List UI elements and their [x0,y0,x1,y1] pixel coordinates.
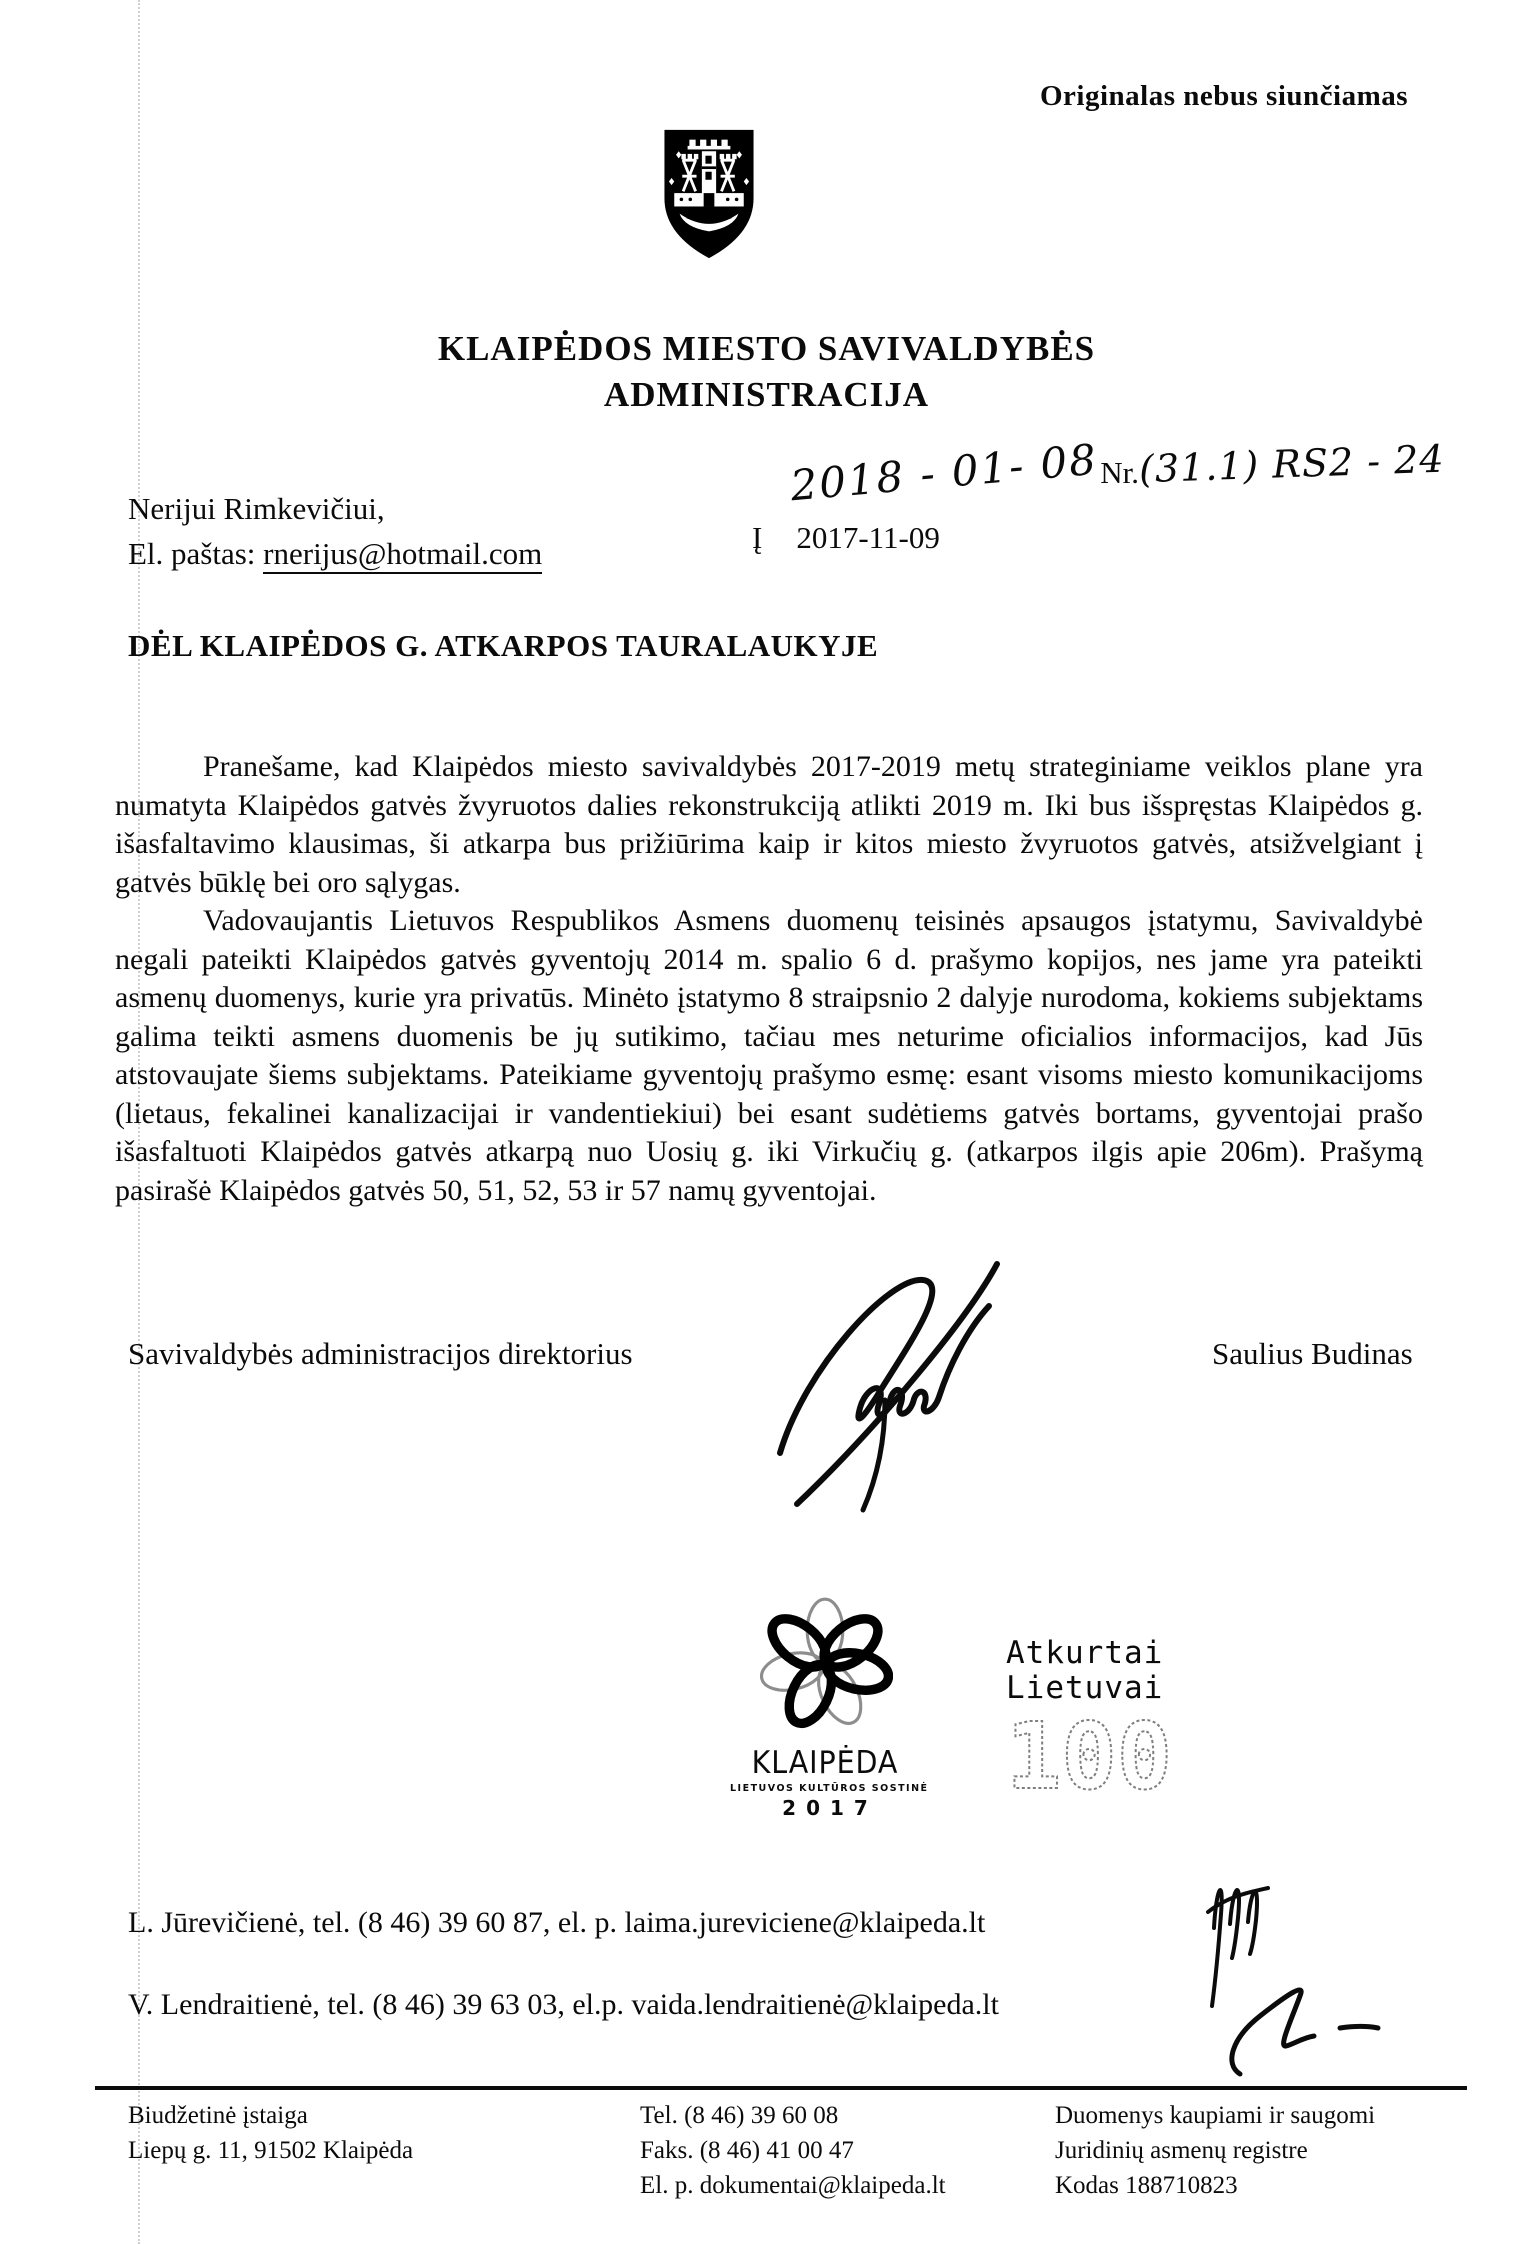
recipient-email-line [128,531,542,576]
klaipeda-logo-year: 2017 [782,1796,878,1820]
recipient-name: Nerijui Rimkevičiui, [128,491,385,526]
letter-body [115,748,1423,1210]
nr-label: Nr. [1100,455,1139,490]
reference-number-line [788,434,1446,511]
original-not-sent-note: Originalas nebus siunčiamas [1040,80,1409,112]
recipient-email-label: El. paštas: [128,536,264,571]
subject-line: DĖL KLAIPĖDOS G. ATKARPOS TAURALAUKYJE [128,628,879,663]
handwritten-date: 2018 - 01- 08 [788,434,1100,511]
organization-title-line1: KLAIPĖDOS MIESTO SAVIVALDYBĖS [437,329,1096,368]
reply-date: 2017-11-09 [796,520,940,555]
contact-line-lendraitiene: V. Lendraitienė, tel. (8 46) 39 63 03, el.p. vaida.lendraitienė@klaipeda.lt [128,1988,999,2021]
footer-fax: Faks. (8 46) 41 00 47 [640,2137,854,2164]
klaipeda-logo-subtitle: LIETUVOS KULTŪROS SOSTINĖ [730,1783,929,1794]
contact-line-jureviciene: L. Jūrevičienė, tel. (8 46) 39 60 87, el. p. laima.jureviciene@klaipeda.lt [128,1906,986,1939]
footer-institution [128,2098,413,2168]
footer-divider [95,2086,1467,2090]
footer-registry-line1: Duomenys kaupiami ir saugomi [1055,2102,1376,2129]
centenary-number: 100 [1006,1706,1173,1801]
organization-title-line2: ADMINISTRACIJA [603,375,930,414]
centenary-line1: Atkurtai [1006,1635,1164,1671]
footer-phone: Tel. (8 46) 39 60 08 [640,2102,839,2129]
klaipeda-knot-icon [757,1596,893,1732]
footer-email: El. p. dokumentai@klaipeda.lt [640,2172,946,2199]
reply-reference-line [752,520,940,556]
centenary-line2: Lietuvai [1006,1670,1164,1706]
centenary-100-icon [1006,1706,1176,1801]
recipient-block [128,486,542,576]
body-paragraph-2: Vadovaujantis Lietuvos Respublikos Asmens duomenų teisinės apsaugos įstatymu, Savivaldybė negali pateikti Klaipėdos gatvės gyventojų 2014 m. spalio 6 d. prašymo kopijos, nes jame yra pateikti asmenų duomenys, kurie yra privatūs. Minėto įstatymo 8 straipsnio 2 dalyje nurodoma, kokiems subjektams galima teikti asmens duomenis be jų sutikimo, tačiau mes neturime oficialios informacijos, kad Jūs atstovaujate šiems subjektams. Pateikiame gyventojų prašymo esmę: esant visoms miesto komunikacijoms (lietaus, fekalinei kanalizacijai ir vandentiekiui) bei esant sudėtiems gatvės bortams, gyventojai prašo išasfaltuoti Klaipėdos gatvės atkarpą nuo Uosių g. iki Virkučių g. (atkarpos ilgis apie 206m). Prašymą pasirašė Klaipėdos gatvės 50, 51, 52, 53 ir 57 namų gyventojai. [115,904,1423,1207]
reply-mark: Į [752,520,763,555]
klaipeda-2017-logo [730,1596,929,1820]
organization-title [0,326,1533,418]
body-paragraph-1: Pranešame, kad Klaipėdos miesto savivaldybės 2017-2019 metų strateginiame veiklos plane yra numatyta Klaipėdos gatvės žvyruotos dalies rekonstrukciją atlikti 2019 m. Iki bus išspręstas Klaipėdos g. išasfaltavimo klausimas, ši atkarpa bus prižiūrima kaip ir kitos miesto žvyruotos gatvės, atsižvelgiant į gatvės būklę bei oro sąlygas. [115,750,1423,899]
footer-registry-code: Kodas 188710823 [1055,2172,1238,2199]
signer-name: Saulius Budinas [1212,1336,1413,1371]
klaipeda-coat-of-arms-icon [660,118,758,275]
footer-registry [1055,2098,1375,2203]
recipient-email: rnerijus@hotmail.com [263,536,542,574]
footer-contacts [640,2098,946,2203]
initials-lendraitiene [1222,1976,1412,2086]
footer-institution-address: Liepų g. 11, 91502 Klaipėda [128,2137,414,2164]
centenary-logo [1006,1636,1176,1805]
signer-position: Savivaldybės administracijos direktorius [128,1336,633,1371]
klaipeda-logo-title: KLAIPĖDA [751,1745,899,1781]
footer-institution-type: Biudžetinė įstaiga [128,2102,308,2129]
handwritten-ref-number: (31.1) RS2 - 24 [1138,436,1446,492]
footer-registry-line2: Juridinių asmenų registre [1055,2137,1308,2164]
director-signature [735,1248,1065,1523]
